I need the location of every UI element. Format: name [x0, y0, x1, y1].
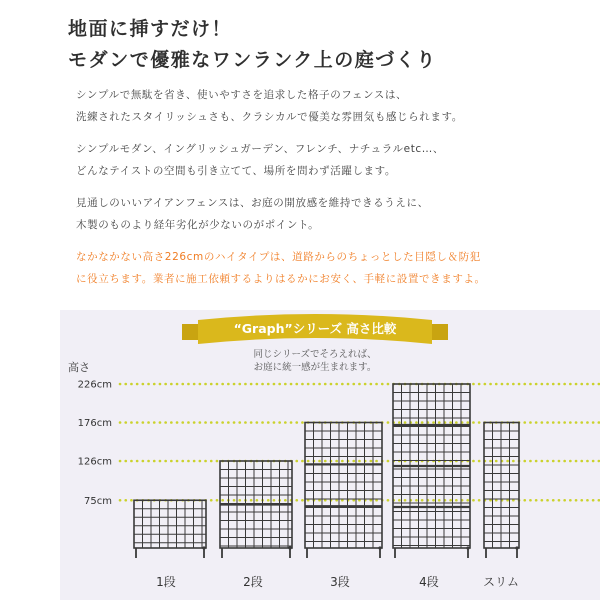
paragraph-line: どんなテイストの空間も引き立てて、場所を問わず活躍します。 — [76, 165, 397, 177]
banner-ribbon — [182, 314, 448, 344]
paragraph-line: に役立ちます。業者に施工依頼するよりはるかにお安く、手軽に設置できますよ。 — [76, 273, 486, 285]
banner-note-line-2: お庭に統一感が生まれます。 — [253, 362, 377, 373]
y-tick-label: 226cm — [77, 379, 112, 391]
fence-panels — [134, 384, 519, 558]
paragraph-line: シンプルで無駄を省き、使いやすさを追求した格子のフェンスは、 — [76, 89, 408, 101]
paragraph-line: なかなかない高さ226cmのハイタイプは、道路からのちょっとした目隠し＆防犯 — [76, 251, 481, 263]
height-comparison-chart — [60, 310, 600, 600]
banner-title: “Graph”シリーズ 高さ比較 — [233, 321, 397, 336]
banner-note-line-1: 同じシリーズでそろえれば、 — [253, 349, 377, 360]
y-tick-label: 75cm — [84, 495, 112, 507]
fence-panel — [305, 422, 382, 558]
fence-category-label: 3段 — [330, 575, 350, 589]
fence-category-label: 4段 — [419, 575, 439, 589]
headline-line-1: 地面に挿すだけ！ — [68, 18, 233, 40]
fence-panel — [393, 384, 470, 558]
fence-foot — [515, 546, 518, 549]
fence-frame — [134, 500, 206, 548]
fence-foot — [378, 546, 381, 549]
paragraph-iron — [76, 192, 429, 236]
fence-foot — [202, 546, 205, 549]
paragraph-line: 木製のものより経年劣化が少ないのがポイント。 — [76, 219, 320, 231]
paragraph-design — [76, 84, 463, 128]
fence-foot — [288, 546, 291, 549]
height-comparison-panel — [60, 310, 600, 600]
paragraph-styles — [76, 138, 444, 182]
y-tick-label: 176cm — [77, 417, 112, 429]
fence-frame — [305, 422, 382, 548]
paragraph-line: シンプルモダン、イングリッシュガーデン、フレンチ、ナチュラルetc…、 — [76, 143, 444, 155]
fence-labels — [156, 575, 519, 589]
fence-foot — [466, 546, 469, 549]
y-axis-label: 高さ — [68, 361, 90, 374]
fence-panel — [220, 461, 292, 558]
fence-panel — [484, 422, 519, 558]
fence-category-label: 1段 — [156, 575, 176, 589]
headline-line-2: モダンで優雅なワンランク上の庭づくり — [68, 49, 437, 71]
fence-category-label: 2段 — [243, 575, 263, 589]
fence-panel — [134, 500, 206, 558]
paragraph-high-type — [76, 246, 486, 290]
paragraph-line: 見通しのいいアイアンフェンスは、お庭の開放感を維持できるうえに、 — [76, 197, 429, 209]
fence-category-label: スリム — [482, 575, 520, 589]
y-tick-label: 126cm — [77, 456, 112, 468]
paragraph-line: 洗練されたスタイリッシュさも、クラシカルで優美な雰囲気も感じられます。 — [76, 111, 463, 123]
